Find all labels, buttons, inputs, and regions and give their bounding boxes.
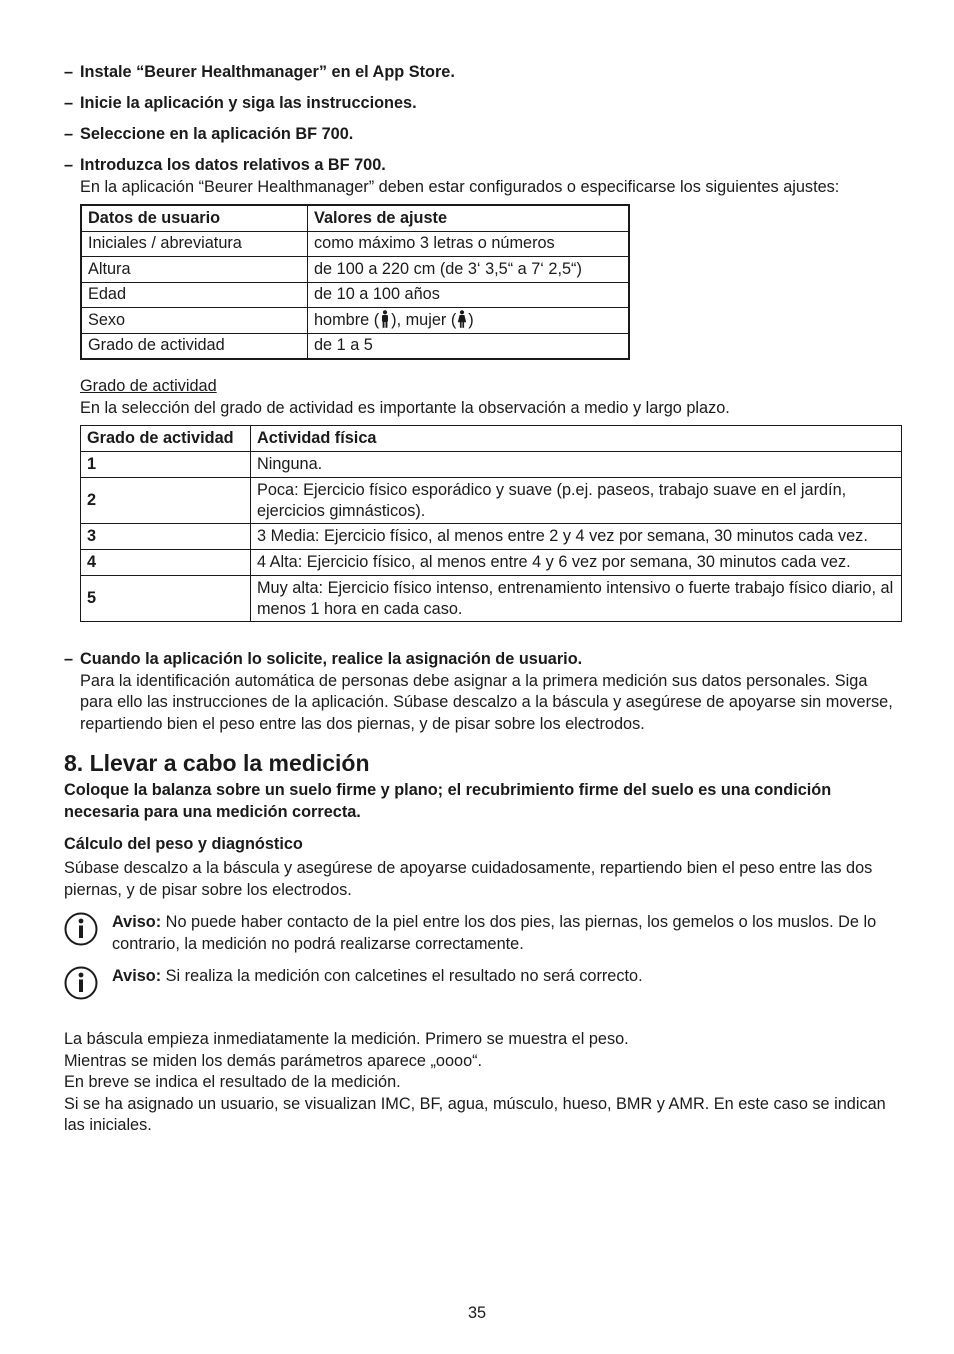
table-cell: 3 <box>81 524 251 550</box>
table-row <box>81 524 902 550</box>
measurement-line: Si se ha asignado un usuario, se visualizan IMC, BF, agua, músculo, hueso, BMR y AMR. En este caso se indican las iniciales. <box>64 1094 886 1134</box>
header-cell: Datos de usuario <box>81 205 308 231</box>
male-person-icon <box>379 310 391 328</box>
activity-intro-text: En la selección del grado de actividad es importante la observación a medio y largo plazo. <box>80 398 730 417</box>
dash-bullet: – <box>64 63 74 81</box>
info-icon <box>64 912 98 946</box>
sex-female-label: ), mujer ( <box>391 310 457 329</box>
section-title: 8. Llevar a cabo la medición <box>64 750 370 776</box>
measurement-line: La báscula empieza inmediatamente la medición. Primero se muestra el peso. <box>64 1030 629 1048</box>
notice-body: Si realiza la medición con calcetines el resultado no será correcto. <box>161 967 643 985</box>
info-icon <box>64 966 98 1000</box>
header-cell: Actividad física <box>251 426 902 452</box>
step-description: Para la identificación automática de personas debe asignar a la primera medición sus datos personales. Siga para ello las instrucciones de la aplicación. Súbase descalzo a la báscula y asegúrese de apoyarse sin moverse, repartiendo bien el peso entre las dos piernas, y de pisar sobre los electrodos. <box>80 671 893 733</box>
step-text: Seleccione en la aplicación BF 700. <box>80 125 354 143</box>
dash-bullet: – <box>64 156 74 174</box>
table-cell-sex <box>308 308 630 334</box>
table-cell: Muy alta: Ejercicio físico intenso, entrenamiento intensivo o fuerte trabajo físico diario, al menos 1 hora en cada caso. <box>251 576 902 622</box>
table-cell: Iniciales / abreviatura <box>81 231 308 257</box>
step-user-assignment <box>64 649 904 735</box>
step-select-device <box>64 124 904 146</box>
table-cell: 3 Media: Ejercicio físico, al menos entre 2 y 4 vez por semana, 30 minutos cada vez. <box>251 524 902 550</box>
table-cell: Poca: Ejercicio físico esporádico y suave (p.ej. paseos, trabajo suave en el jardín, ejercicios gimnásticos). <box>251 478 902 524</box>
table-cell: de 10 a 100 años <box>308 282 630 308</box>
dash-bullet: – <box>64 94 74 112</box>
measurement-line: En breve se indica el resultado de la medición. <box>64 1073 401 1091</box>
table-cell: Sexo <box>81 308 308 334</box>
table-cell: Grado de actividad <box>81 333 308 359</box>
table-row <box>81 550 902 576</box>
notice-label: Aviso: <box>112 967 162 985</box>
step-heading: Introduzca los datos relativos a BF 700. <box>80 156 386 174</box>
table-cell: Ninguna. <box>251 452 902 478</box>
notice-socks <box>64 966 894 988</box>
step-description: En la aplicación “Beurer Healthmanager” deben estar configurados o especificarse los siguientes ajustes: <box>80 177 840 196</box>
table-row <box>81 576 902 622</box>
notice-skin-contact <box>64 912 894 955</box>
table-cell: 5 <box>81 576 251 622</box>
weighing-paragraph: Súbase descalzo a la báscula y asegúrese de apoyarse cuidadosamente, repartiendo bien el peso entre las dos piernas, y de pisar sobre los electrodos. <box>64 859 873 899</box>
table-cell: Edad <box>81 282 308 308</box>
dash-bullet: – <box>64 125 74 143</box>
activity-label: Grado de actividad <box>80 377 217 395</box>
table-cell: 2 <box>81 478 251 524</box>
table-cell: 4 <box>81 550 251 576</box>
table-row <box>81 478 902 524</box>
dash-bullet: – <box>64 650 74 668</box>
page-number: 35 <box>467 1304 487 1322</box>
sex-end-label: ) <box>468 310 474 329</box>
table-row <box>81 231 629 257</box>
female-person-icon <box>456 310 468 328</box>
sex-male-label: hombre ( <box>314 310 380 329</box>
table-row <box>81 308 629 334</box>
step-text: Instale “Beurer Healthmanager” en el App Store. <box>80 63 455 81</box>
notice-text <box>112 966 894 988</box>
measurement-paragraph <box>64 1029 894 1137</box>
activity-table <box>80 425 902 622</box>
table-row <box>81 257 629 283</box>
table-row <box>81 452 902 478</box>
user-settings-table <box>80 204 630 360</box>
notice-text <box>112 912 894 955</box>
table-row <box>81 333 629 359</box>
measurement-line: Mientras se miden los demás parámetros aparece „oooo“. <box>64 1051 483 1070</box>
header-cell: Grado de actividad <box>81 426 251 452</box>
notice-body: No puede haber contacto de la piel entre los dos pies, las piernas, los gemelos o los muslos. De lo contrario, la medición no podrá realizarse correctamente. <box>112 913 877 953</box>
table-cell: 1 <box>81 452 251 478</box>
table-cell: de 100 a 220 cm (de 3‘ 3,5“ a 7‘ 2,5“) <box>308 257 630 283</box>
section-subheading: Cálculo del peso y diagnóstico <box>64 835 303 853</box>
step-enter-data <box>64 155 904 198</box>
table-cell: de 1 a 5 <box>308 333 630 359</box>
notice-label: Aviso: <box>112 913 162 931</box>
table-header-row <box>81 205 629 231</box>
step-heading: Cuando la aplicación lo solicite, realice la asignación de usuario. <box>80 650 583 668</box>
table-row <box>81 282 629 308</box>
step-install <box>64 62 904 84</box>
table-cell: Altura <box>81 257 308 283</box>
table-header-row <box>81 426 902 452</box>
step-text: Inicie la aplicación y siga las instrucciones. <box>80 94 417 112</box>
activity-intro <box>80 376 900 419</box>
step-start-app <box>64 93 904 115</box>
section-lead: Coloque la balanza sobre un suelo firme y plano; el recubrimiento firme del suelo es una condición necesaria para una medición correcta. <box>64 781 832 821</box>
header-cell: Valores de ajuste <box>308 205 630 231</box>
table-cell: como máximo 3 letras o números <box>308 231 630 257</box>
table-cell: 4 Alta: Ejercicio físico, al menos entre 4 y 6 vez por semana, 30 minutos cada vez. <box>251 550 902 576</box>
